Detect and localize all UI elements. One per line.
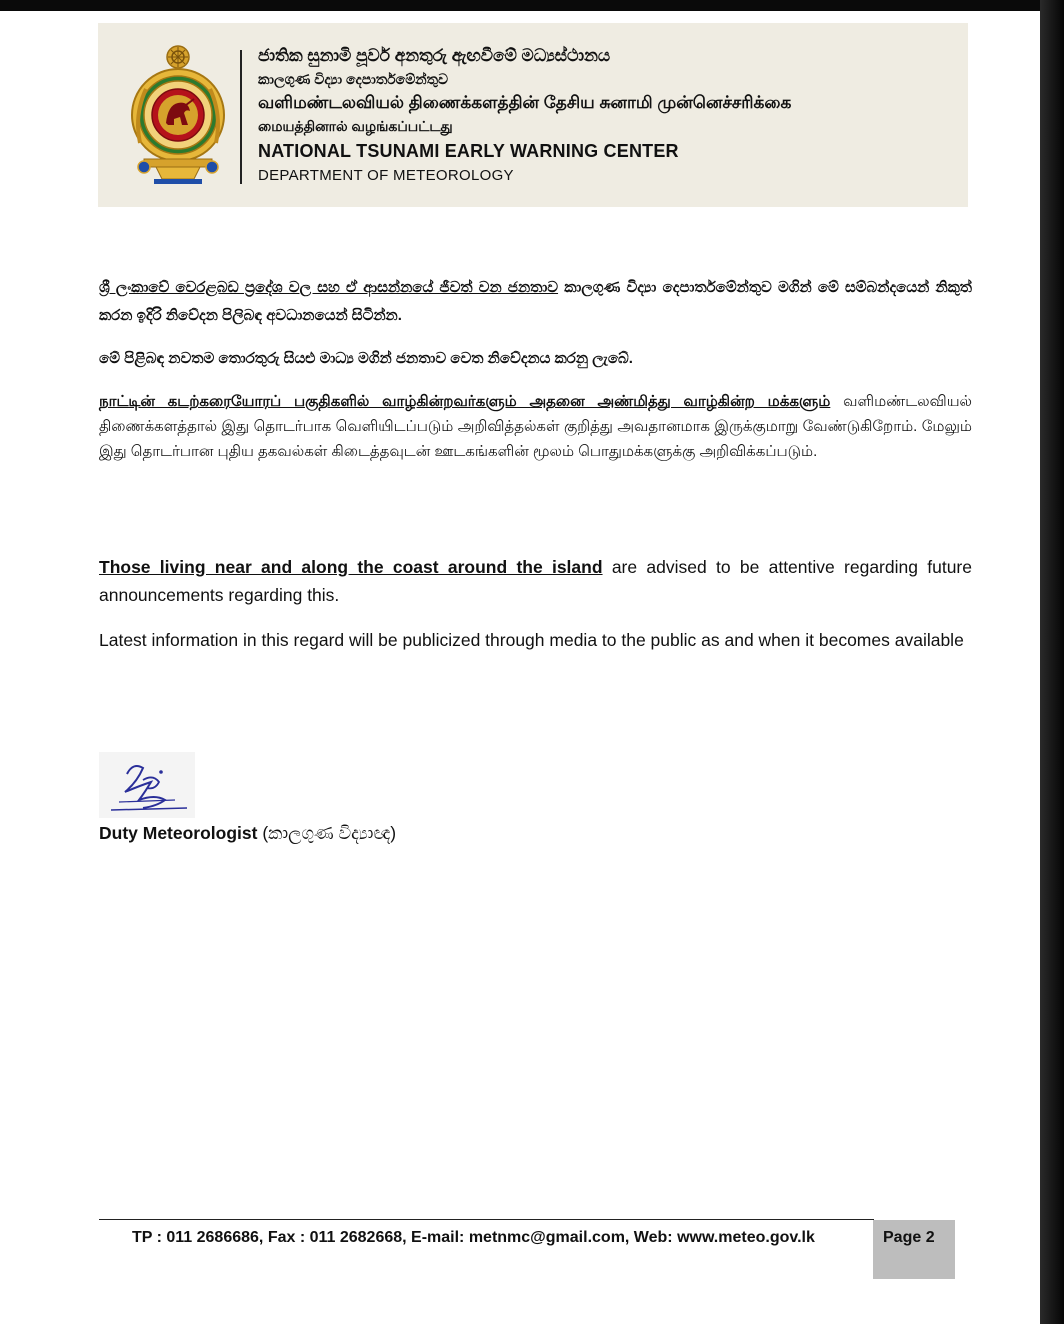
signoff-title-english: Duty Meteorologist bbox=[99, 823, 258, 843]
letterhead-tamil-title: வளிமண்டலவியல் திணைக்களத்தின் தேசிய சுனாமி முன்னெச்சரிக்கை bbox=[258, 93, 792, 112]
letterhead-divider bbox=[240, 50, 242, 184]
signature-icon bbox=[99, 752, 195, 818]
sinhala-paragraph-1-text: කාලගුණ විද්‍යා දෙපාර්තමේන්තුව මගින් මේ සම්බන්දයෙන් නිකුත් කරන ඉදිරි නිවේදන පිලිබඳ අවධානයෙන් සිටින්න. bbox=[99, 279, 972, 324]
sri-lanka-emblem-icon bbox=[128, 43, 228, 185]
tamil-paragraph-text: வளிமண்டலவியல் திணைக்களத்தால் இது தொடர்பாக வெளியிடப்படும் அறிவித்தல்கள் குறித்து அவதானமாக இருக்குமாறு வேண்டுகிறோம். மேலும் இது தொடர்பான புதிய தகவல்கள் கிடைத்தவுடன் ஊடகங்களின் மூலம் பொதுமக்களுக்கு அறிவிக்கப்படும். bbox=[99, 393, 973, 460]
letterhead-english-title: NATIONAL TSUNAMI EARLY WARNING CENTER bbox=[258, 141, 679, 161]
signoff-title-sinhala: (කාලගුණ විද්‍යාඥ) bbox=[257, 823, 397, 843]
page-number-box bbox=[873, 1220, 955, 1279]
page-number: Page 2 bbox=[883, 1229, 935, 1246]
sinhala-paragraph-2: මේ පිළිබඳ නවතම තොරතුරු සියළු මාධ්‍ය මගින් ජනතාව වෙත නිවේදනය කරනු ලැබේ. bbox=[99, 350, 633, 367]
signature-image bbox=[99, 752, 195, 818]
letterhead-text-block bbox=[258, 47, 958, 183]
screen-edge bbox=[1040, 0, 1064, 1324]
english-paragraph-1-text: are advised to be attentive regarding future announcements regarding this. bbox=[99, 557, 972, 605]
document-page bbox=[0, 11, 1040, 1324]
signoff-title bbox=[99, 823, 396, 844]
letterhead-sinhala-title: ජාතික සුනාමි පූර්ව අනතුරු ඇඟවීමේ මධ්‍යස්ථානය bbox=[258, 46, 611, 65]
letterhead-english-subtitle: DEPARTMENT OF METEOROLOGY bbox=[258, 167, 514, 184]
letterhead bbox=[98, 23, 968, 207]
english-paragraph-1-underlined: Those living near and along the coast around the island bbox=[99, 557, 603, 577]
tamil-paragraph-underlined: நாட்டின் கடற்கரையோரப் பகுதிகளில் வாழ்கின்றவர்களும் அதனை அண்மித்து வாழ்கின்ற மக்களும் bbox=[99, 393, 831, 410]
footer-contact-info: TP : 011 2686686, Fax : 011 2682668, E-mail: metnmc@gmail.com, Web: www.meteo.gov.lk bbox=[132, 1229, 815, 1246]
letterhead-sinhala-subtitle: කාලගුණ විද්‍යා දෙපාර්තමේන්තුව bbox=[258, 71, 449, 87]
letterhead-tamil-subtitle: மையத்தினால் வழங்கப்பட்டது bbox=[258, 118, 453, 134]
footer-divider bbox=[99, 1219, 874, 1220]
english-paragraph-1 bbox=[99, 553, 972, 609]
tamil-paragraph bbox=[99, 389, 972, 464]
sinhala-paragraph-1-underlined: ශ්‍රී ලංකාවේ වෙරළබඩ ප්‍රදේශ වල සහ ඒ ආසන්නයේ ජීවත් වන ජනතාව bbox=[99, 279, 559, 296]
english-paragraph-2: Latest information in this regard will be publicized through media to the public as and when it becomes available bbox=[99, 630, 964, 650]
sinhala-paragraph-1 bbox=[99, 274, 972, 330]
